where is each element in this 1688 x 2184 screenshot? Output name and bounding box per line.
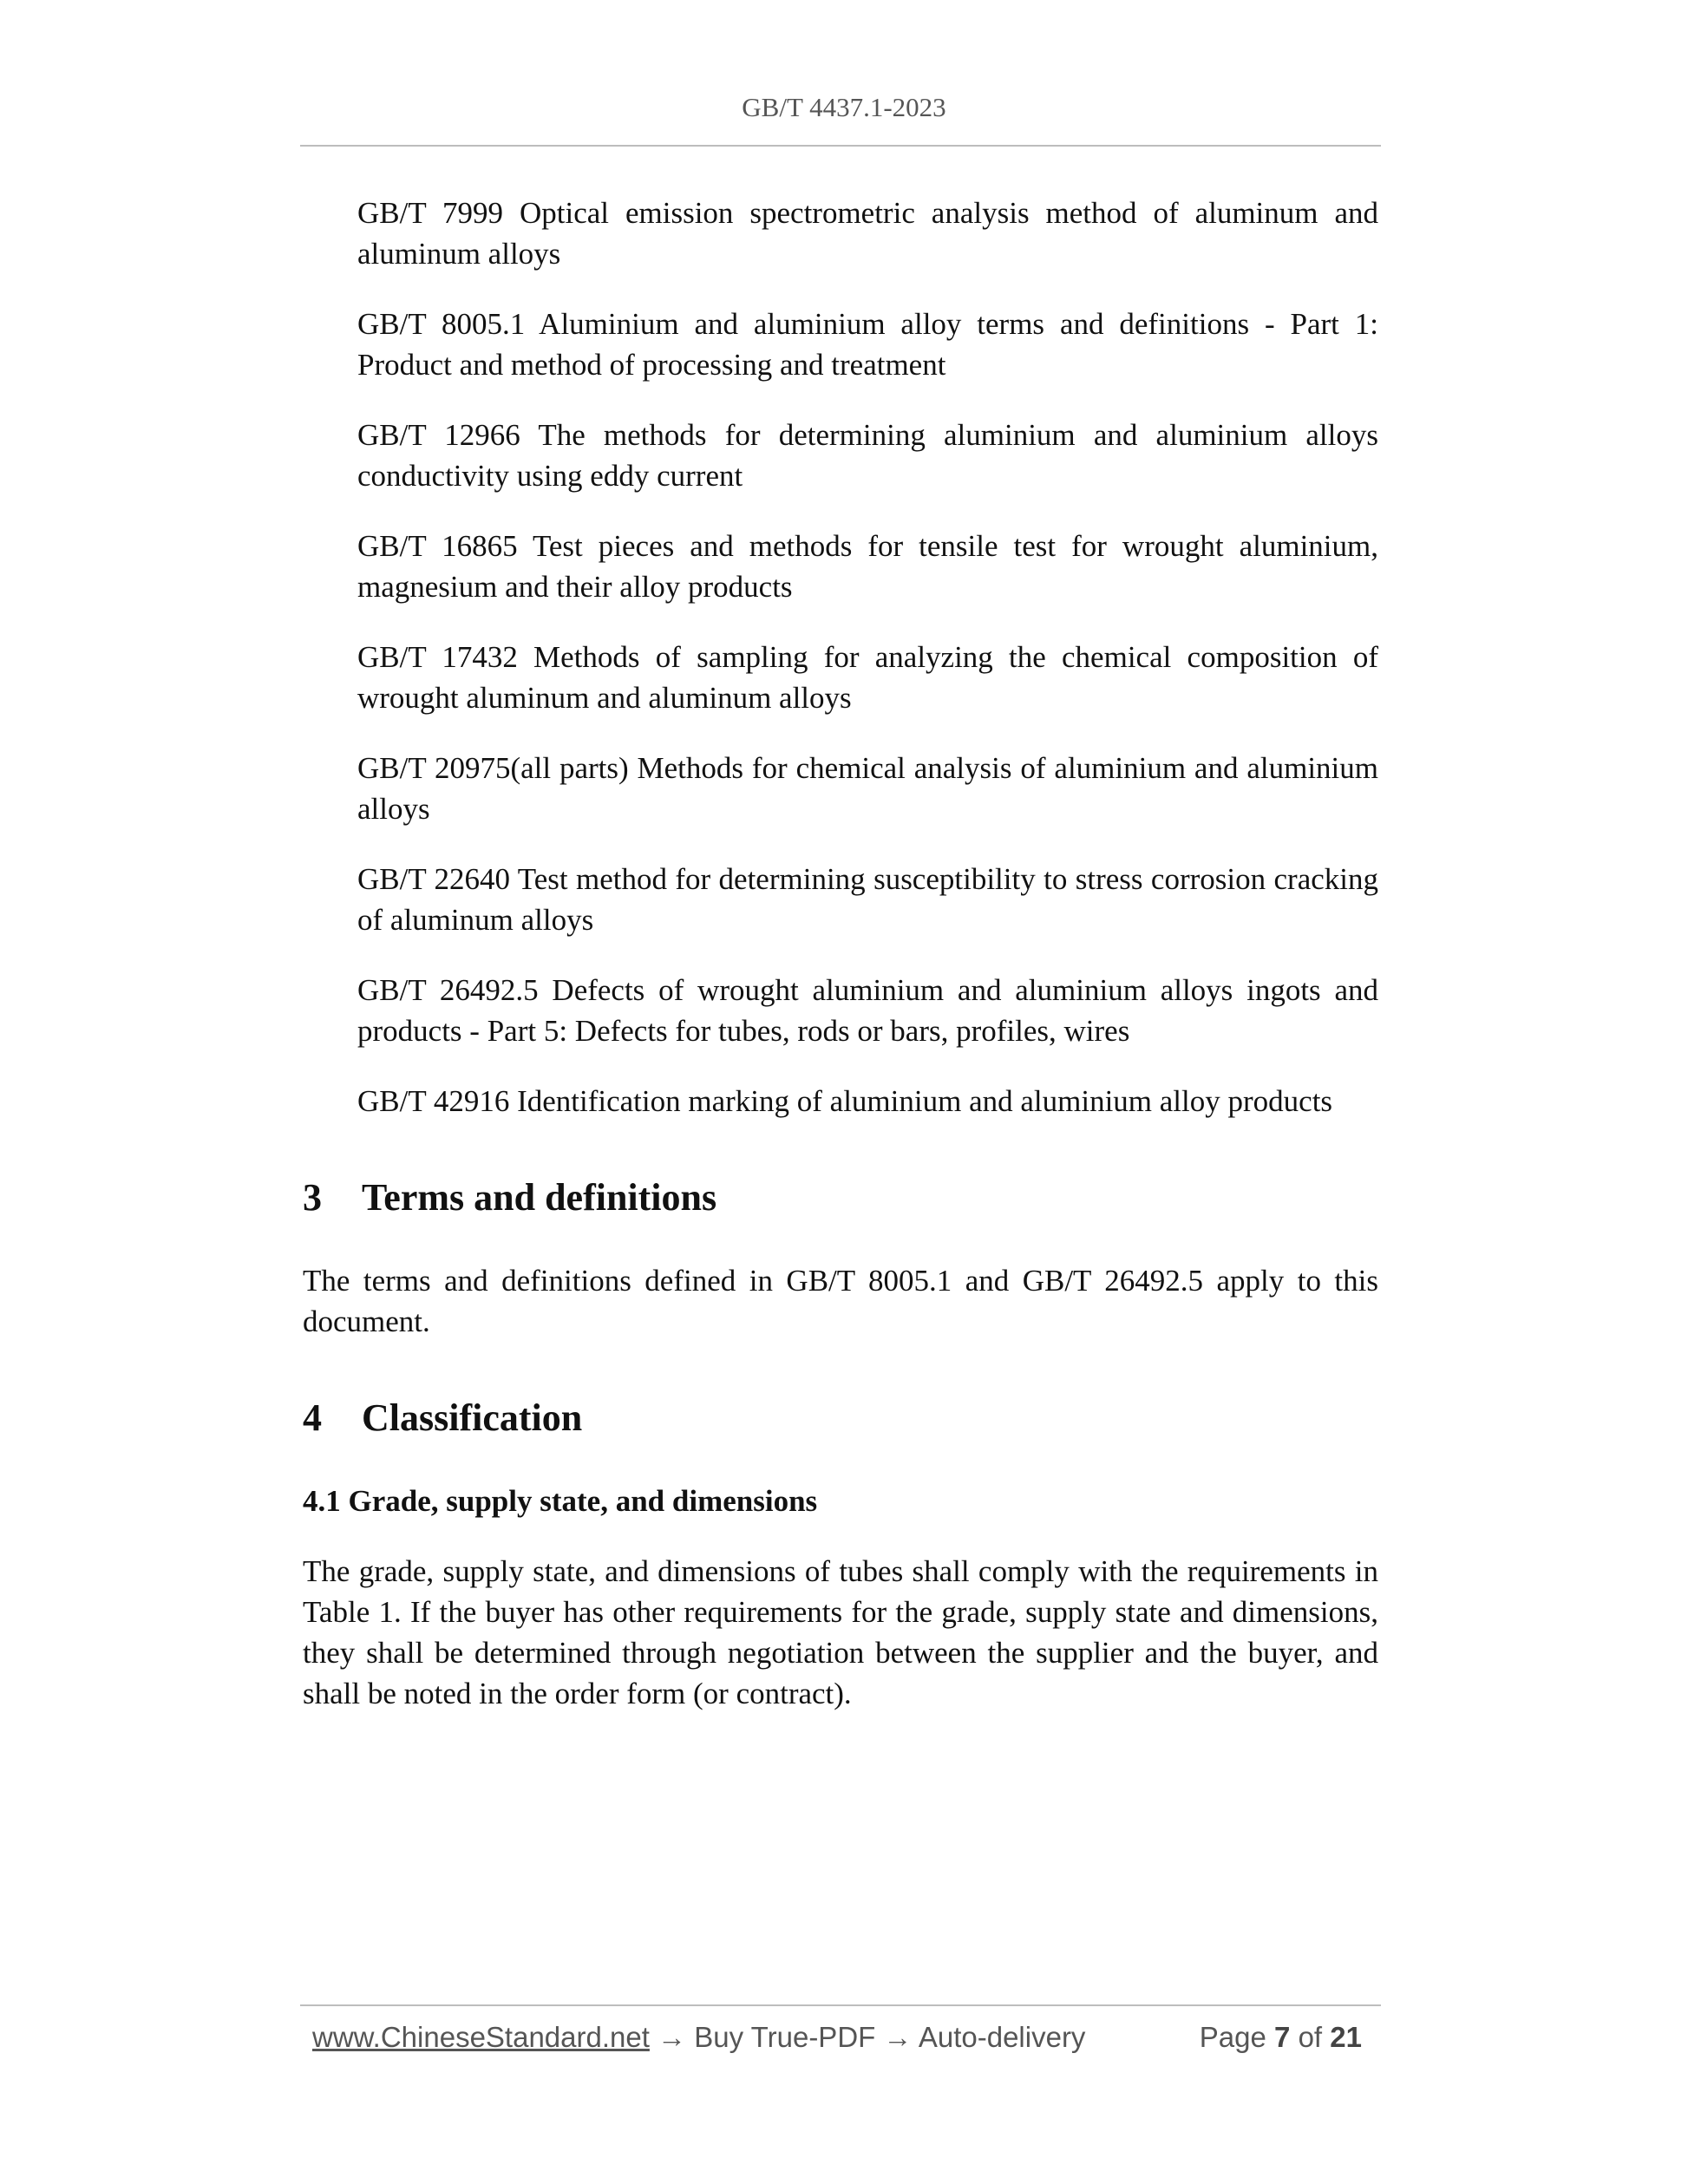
- header-divider: [300, 145, 1381, 147]
- reference-item: GB/T 17432 Methods of sampling for analyzing the chemical composition of wrought aluminum and aluminum alloys: [357, 640, 1378, 715]
- site-link[interactable]: www.ChineseStandard.net: [312, 2021, 650, 2053]
- of-label: of: [1298, 2021, 1323, 2053]
- page-total: 21: [1330, 2021, 1362, 2053]
- reference-item: GB/T 26492.5 Defects of wrought aluminium and aluminium alloys ingots and products - Part 5: Defects for tubes, rods or bars, profiles, wires: [357, 973, 1378, 1048]
- reference-item: GB/T 22640 Test method for determining susceptibility to stress corrosion cracking of aluminum alloys: [357, 862, 1378, 937]
- arrow-icon: →: [883, 2021, 913, 2053]
- arrow-icon: →: [658, 2021, 687, 2053]
- section-3-body: The terms and definitions defined in GB/T 8005.1 and GB/T 26492.5 apply to this document.: [303, 1264, 1378, 1338]
- page-number: [1200, 2021, 1362, 2054]
- section-4-1-body: The grade, supply state, and dimensions of tubes shall comply with the requirements in Table 1. If the buyer has other requirements for the grade, supply state and dimensions, they shall be determined through negotiation between the supplier and the buyer, and shall be noted in the order form (or contract).: [303, 1554, 1378, 1710]
- section-title: Classification: [362, 1396, 583, 1439]
- reference-item: GB/T 16865 Test pieces and methods for tensile test for wrought aluminium, magnesium and their alloy products: [357, 529, 1378, 604]
- reference-item: GB/T 12966 The methods for determining aluminium and aluminium alloys conductivity using eddy current: [357, 418, 1378, 493]
- section-title: Terms and definitions: [362, 1176, 717, 1219]
- reference-item: GB/T 20975(all parts) Methods for chemical analysis of aluminium and aluminium alloys: [357, 751, 1378, 826]
- page-current: 7: [1274, 2021, 1291, 2053]
- reference-item: GB/T 8005.1 Aluminium and aluminium alloy terms and definitions - Part 1: Product and method of processing and treatment: [357, 307, 1378, 382]
- footer-divider: [300, 2004, 1381, 2006]
- section-3-heading: [303, 1175, 1378, 1220]
- buy-text: Buy True-PDF: [694, 2021, 876, 2053]
- subsection-4-1-heading: 4.1 Grade, supply state, and dimensions: [303, 1484, 818, 1518]
- section-number: 4: [303, 1396, 322, 1439]
- section-4-heading: [303, 1396, 1378, 1441]
- page-label: Page: [1199, 2021, 1266, 2053]
- section-number: 3: [303, 1176, 322, 1219]
- running-header: GB/T 4437.1-2023: [742, 92, 946, 122]
- reference-item: GB/T 7999 Optical emission spectrometric analysis method of aluminum and aluminum alloys: [357, 196, 1378, 271]
- page-content: [303, 193, 1378, 1714]
- reference-item: GB/T 42916 Identification marking of aluminium and aluminium alloy products: [357, 1084, 1333, 1118]
- footer-promo: [312, 2021, 1085, 2053]
- delivery-text: Auto-delivery: [918, 2021, 1086, 2053]
- page-footer: [312, 2021, 1371, 2054]
